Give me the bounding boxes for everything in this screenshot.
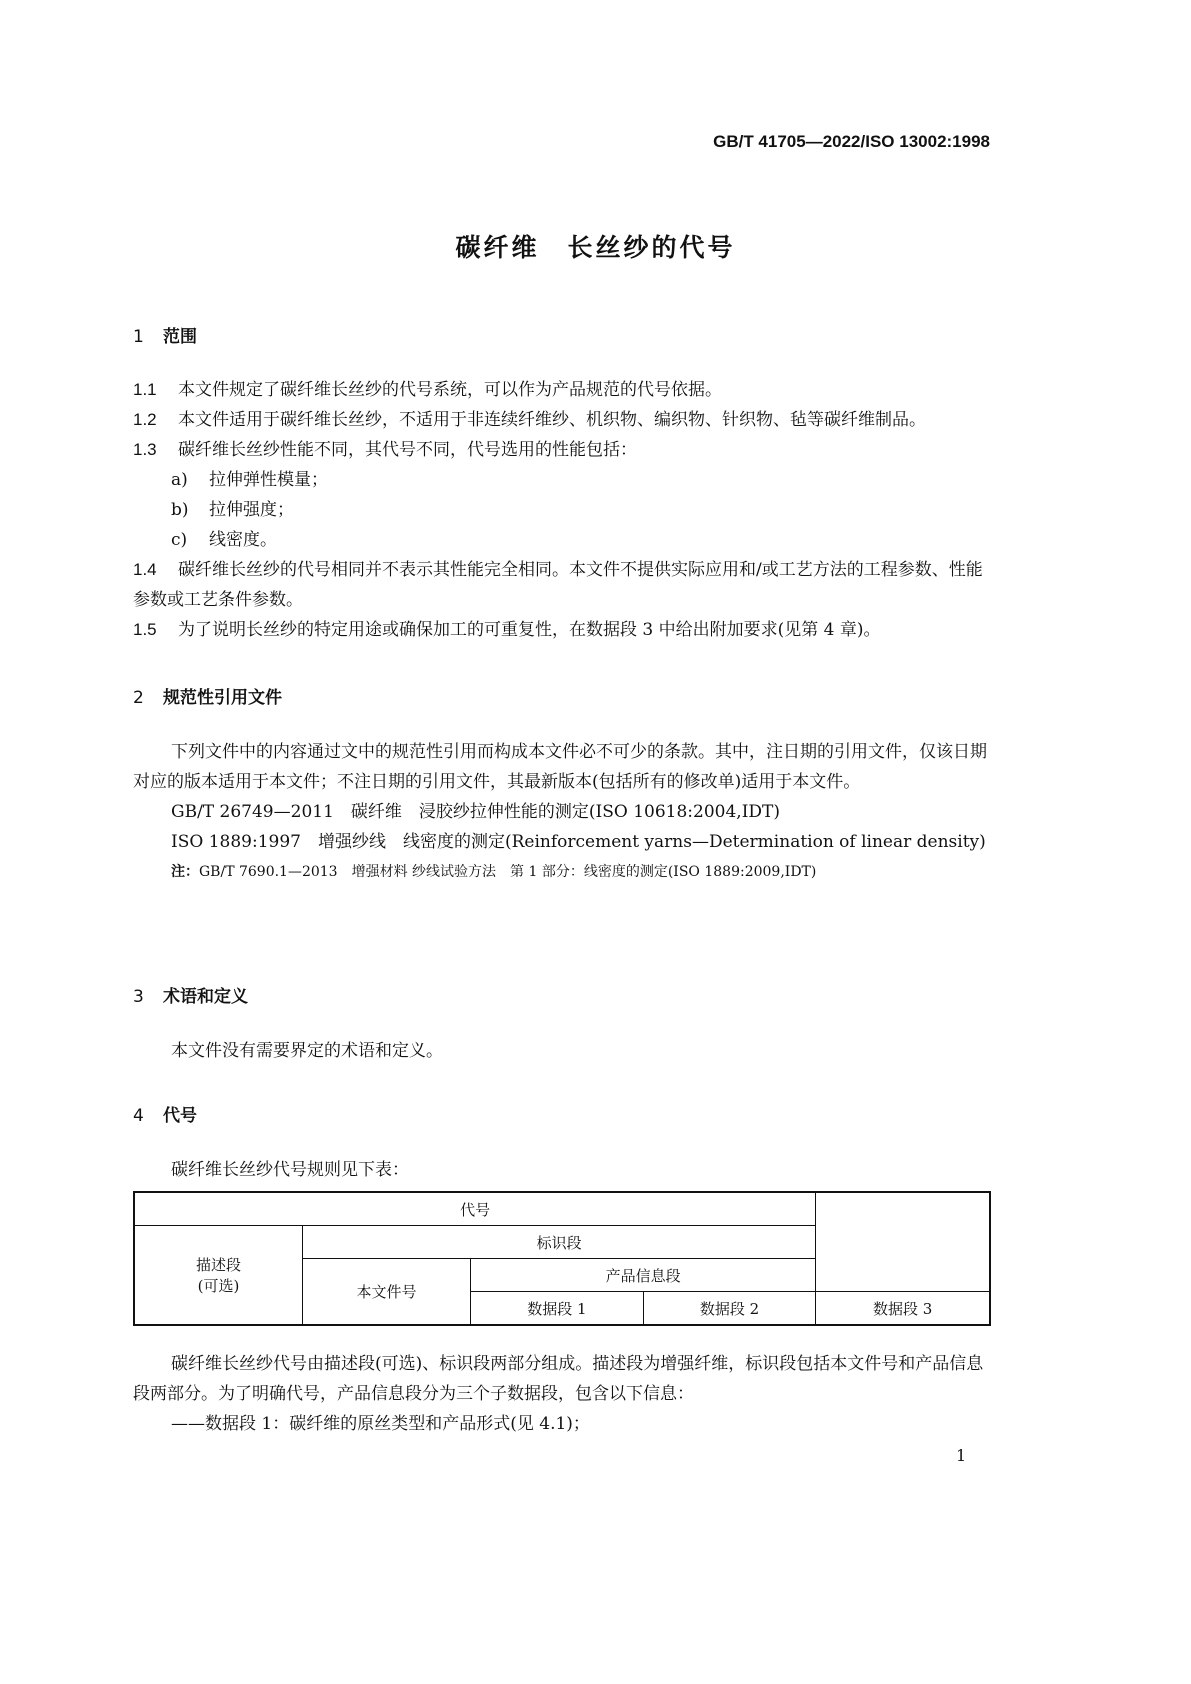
section-4-heading [133,1101,197,1126]
clause-number: 1.4 [133,560,157,579]
section-1-heading [133,322,197,347]
clause-number: 1.5 [133,620,157,639]
standard-number: GB/T 41705—2022/ISO 13002:1998 [713,132,990,151]
clause-number: 1.2 [133,410,157,429]
section-title: 术语和定义 [163,987,248,1007]
clause-1-2 [133,405,991,435]
note [133,857,991,887]
table-cell: 数据段 3 [816,1292,990,1326]
note-label: 注： [171,864,199,880]
clause-text: 本文件适用于碳纤维长丝纱，不适用于非连续纤维纱、机织物、编织物、针织物、毡等碳纤维制品。 [178,410,926,430]
section-3-heading [133,982,248,1007]
table-cell: 数据段 1 [471,1292,644,1326]
section-title: 范围 [163,327,197,347]
clause-text: 为了说明长丝纱的特定用途或确保加工的可重复性，在数据段 3 中给出附加要求(见第 4 章)。 [178,620,881,640]
clause-1-4 [133,555,991,615]
section-number: 2 [133,688,144,708]
dash-item: ——数据段 1：碳纤维的原丝类型和产品形式(见 4.1)； [171,1414,590,1434]
paragraph: 碳纤维长丝纱代号规则见下表： [171,1160,409,1180]
list-marker: b) [171,500,189,520]
list-text: 拉伸弹性模量； [209,470,328,490]
list-marker: c) [171,530,188,550]
section-number: 4 [133,1106,144,1126]
clause-1-5 [133,615,991,645]
section-number: 3 [133,987,144,1007]
clause-1-3 [133,435,991,465]
cell-text: (可选) [197,1277,240,1295]
list-text: 拉伸强度； [209,500,294,520]
clause-number: 1.1 [133,380,157,399]
table-cell: 本文件号 [303,1259,471,1326]
section-4-body [133,1349,991,1439]
section-title: 代号 [163,1106,197,1126]
list-item [133,525,991,555]
list-text: 线密度。 [209,530,277,550]
list-marker: a) [171,470,188,490]
table-cell-desc [134,1226,303,1326]
table-cell: 标识段 [303,1226,816,1259]
table-cell: 代号 [134,1192,816,1226]
note-text: GB/T 7690.1—2013 增强材料 纱线试验方法 第 1 部分：线密度的测定(ISO 1889:2009,IDT) [199,864,817,880]
page-number: 1 [956,1446,967,1465]
cell-text: 描述段 [195,1256,241,1274]
clause-text: 碳纤维长丝纱性能不同，其代号不同，代号选用的性能包括： [178,440,637,460]
paragraph: 本文件没有需要界定的术语和定义。 [171,1041,443,1061]
list-item [133,495,991,525]
paragraph: 碳纤维长丝纱代号由描述段(可选)、标识段两部分组成。描述段为增强纤维，标识段包括本文件号和产品信息段两部分。为了明确代号，产品信息段分为三个子数据段，包含以下信息： [133,1354,984,1404]
section-2-heading [133,683,282,708]
code-structure-table [133,1191,991,1326]
clause-1-1 [133,375,991,405]
list-item [133,465,991,495]
section-title: 规范性引用文件 [163,688,282,708]
document-title: 碳纤维 长丝纱的代号 [455,233,736,262]
table-cell: 产品信息段 [471,1259,816,1292]
section-1-body [133,375,991,645]
clause-number: 1.3 [133,440,157,459]
table-cell: 数据段 2 [643,1292,816,1326]
section-2-body [133,737,991,887]
reference: GB/T 26749—2011 碳纤维 浸胶纱拉伸性能的测定(ISO 10618:2004,IDT) [171,802,781,822]
clause-text: 本文件规定了碳纤维长丝纱的代号系统，可以作为产品规范的代号依据。 [178,380,722,400]
clause-text: 碳纤维长丝纱的代号相同并不表示其性能完全相同。本文件不提供实际应用和/或工艺方法的工程参数、性能参数或工艺条件参数。 [133,560,983,610]
section-number: 1 [133,327,144,347]
paragraph: 下列文件中的内容通过文中的规范性引用而构成本文件必不可少的条款。其中，注日期的引用文件，仅该日期对应的版本适用于本文件；不注日期的引用文件，其最新版本(包括所有的修改单)适用于本文件。 [133,742,987,792]
reference: ISO 1889:1997 增强纱线 线密度的测定(Reinforcement yarns—Determination of linear density) [171,832,986,852]
